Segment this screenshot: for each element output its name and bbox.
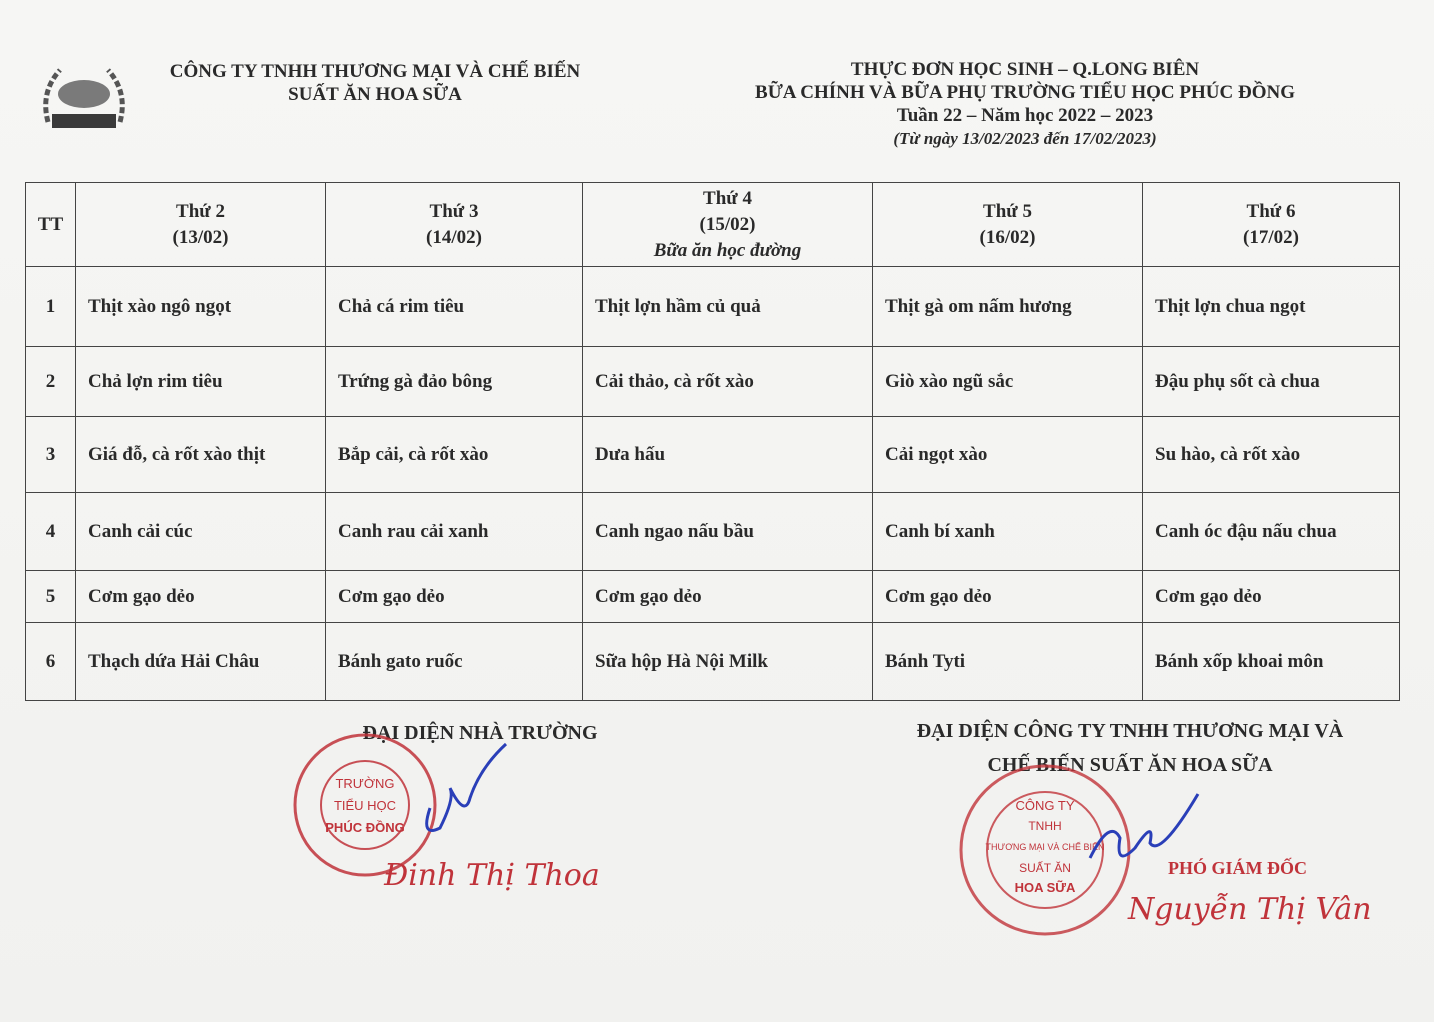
- day-date: (14/02): [426, 226, 482, 248]
- dish-cell: Su hào, cà rốt xào: [1143, 417, 1400, 493]
- table-row: [26, 417, 1400, 493]
- row-number: 5: [26, 571, 76, 623]
- stamp-text: HOA SỮA: [1014, 880, 1076, 895]
- tt-header: TT: [26, 183, 76, 267]
- company-rep-line2: CHẾ BIẾN SUẤT ĂN HOA SỮA: [987, 754, 1273, 776]
- menu-title: THỰC ĐƠN HỌC SINH – Q.LONG BIÊN: [850, 59, 1200, 80]
- dish-cell: Canh bí xanh: [873, 493, 1143, 571]
- menu-header: [700, 58, 1350, 150]
- stamp-text: PHÚC ĐỒNG: [325, 820, 405, 835]
- table-row: [26, 267, 1400, 347]
- day-name: Thứ 2: [176, 200, 225, 222]
- dish-cell: Cơm gạo dẻo: [76, 571, 326, 623]
- dish-cell: Canh ngao nấu bầu: [583, 493, 873, 571]
- company-logo: [38, 62, 130, 132]
- dish-cell: Thịt xào ngô ngọt: [76, 267, 326, 347]
- day-header: [873, 183, 1143, 267]
- dish-cell: Thịt lợn hầm củ quả: [583, 267, 873, 347]
- company-name-line1: CÔNG TY TNHH THƯƠNG MẠI VÀ CHẾ BIẾN: [169, 61, 581, 82]
- dish-cell: Bánh xốp khoai môn: [1143, 623, 1400, 701]
- day-header: [583, 183, 873, 267]
- dish-cell: Cơm gạo dẻo: [1143, 571, 1400, 623]
- dish-cell: Trứng gà đảo bông: [326, 347, 583, 417]
- dish-cell: Cơm gạo dẻo: [326, 571, 583, 623]
- dish-cell: Đậu phụ sốt cà chua: [1143, 347, 1400, 417]
- stamp-text: TNHH: [1028, 819, 1062, 833]
- menu-week: Tuần 22 – Năm học 2022 – 2023: [896, 105, 1154, 126]
- dish-cell: Canh cải cúc: [76, 493, 326, 571]
- day-note: Bữa ăn học đường: [653, 239, 802, 261]
- day-header: [76, 183, 326, 267]
- dish-cell: Bánh gato ruốc: [326, 623, 583, 701]
- dish-cell: Sữa hộp Hà Nội Milk: [583, 623, 873, 701]
- day-date: (16/02): [979, 226, 1036, 248]
- dish-cell: Giá đỗ, cà rốt xào thịt: [76, 417, 326, 493]
- menu-date-range: (Từ ngày 13/02/2023 đến 17/02/2023): [893, 129, 1157, 148]
- row-number: 1: [26, 267, 76, 347]
- day-date: (13/02): [172, 226, 229, 248]
- table-row: [26, 571, 1400, 623]
- dish-cell: Thạch dứa Hải Châu: [76, 623, 326, 701]
- school-signature-mark: [410, 738, 510, 848]
- dish-cell: Dưa hấu: [583, 417, 873, 493]
- menu-subtitle: BỮA CHÍNH VÀ BỮA PHỤ TRƯỜNG TIỂU HỌC PHÚC ĐỒNG: [755, 82, 1295, 103]
- dish-cell: Canh rau cải xanh: [326, 493, 583, 571]
- dish-cell: Cơm gạo dẻo: [583, 571, 873, 623]
- row-number: 6: [26, 623, 76, 701]
- table-row: [26, 493, 1400, 571]
- dish-cell: Bánh Tyti: [873, 623, 1143, 701]
- row-number: 2: [26, 347, 76, 417]
- table-header-row: [26, 183, 1400, 267]
- table-row: [26, 623, 1400, 701]
- day-name: Thứ 3: [429, 200, 479, 222]
- row-number: 4: [26, 493, 76, 571]
- company-signer-role: PHÓ GIÁM ĐỐC: [1168, 858, 1307, 878]
- stamp-text: SUẤT ĂN: [1019, 861, 1071, 875]
- menu-table: [25, 182, 1400, 701]
- day-date: (15/02): [699, 213, 756, 235]
- dish-cell: Cơm gạo dẻo: [873, 571, 1143, 623]
- day-name: Thứ 5: [983, 200, 1032, 222]
- dish-cell: Canh óc đậu nấu chua: [1143, 493, 1400, 571]
- company-header: [140, 60, 610, 106]
- dish-cell: Cải thảo, cà rốt xào: [583, 347, 873, 417]
- stamp-text: TRƯỜNG: [335, 776, 395, 791]
- dish-cell: Thịt gà om nấm hương: [873, 267, 1143, 347]
- stamp-text: THƯƠNG MẠI VÀ CHẾ BIẾN: [985, 842, 1105, 852]
- table-row: [26, 347, 1400, 417]
- day-header: [326, 183, 583, 267]
- school-signer-name: Đinh Thị Thoa: [384, 858, 600, 893]
- row-number: 3: [26, 417, 76, 493]
- day-name: Thứ 6: [1246, 200, 1296, 222]
- dish-cell: Thịt lợn chua ngọt: [1143, 267, 1400, 347]
- dish-cell: Giò xào ngũ sắc: [873, 347, 1143, 417]
- company-rep-line1: ĐẠI DIỆN CÔNG TY TNHH THƯƠNG MẠI VÀ: [916, 720, 1344, 742]
- dish-cell: Chả cá rim tiêu: [326, 267, 583, 347]
- school-representative-title: ĐẠI DIỆN NHÀ TRƯỜNG: [362, 722, 598, 744]
- day-header: [1143, 183, 1400, 267]
- day-date: (17/02): [1243, 226, 1299, 248]
- company-name-line2: SUẤT ĂN HOA SỮA: [288, 84, 462, 105]
- day-name: Thứ 4: [703, 187, 752, 209]
- stamp-text: CÔNG TY: [1015, 798, 1075, 813]
- dish-cell: Cải ngọt xào: [873, 417, 1143, 493]
- dish-cell: Chả lợn rim tiêu: [76, 347, 326, 417]
- stamp-text: TIỂU HỌC: [333, 798, 397, 813]
- dish-cell: Bắp cải, cà rốt xào: [326, 417, 583, 493]
- company-signer-name: Nguyễn Thị Vân: [1128, 892, 1372, 927]
